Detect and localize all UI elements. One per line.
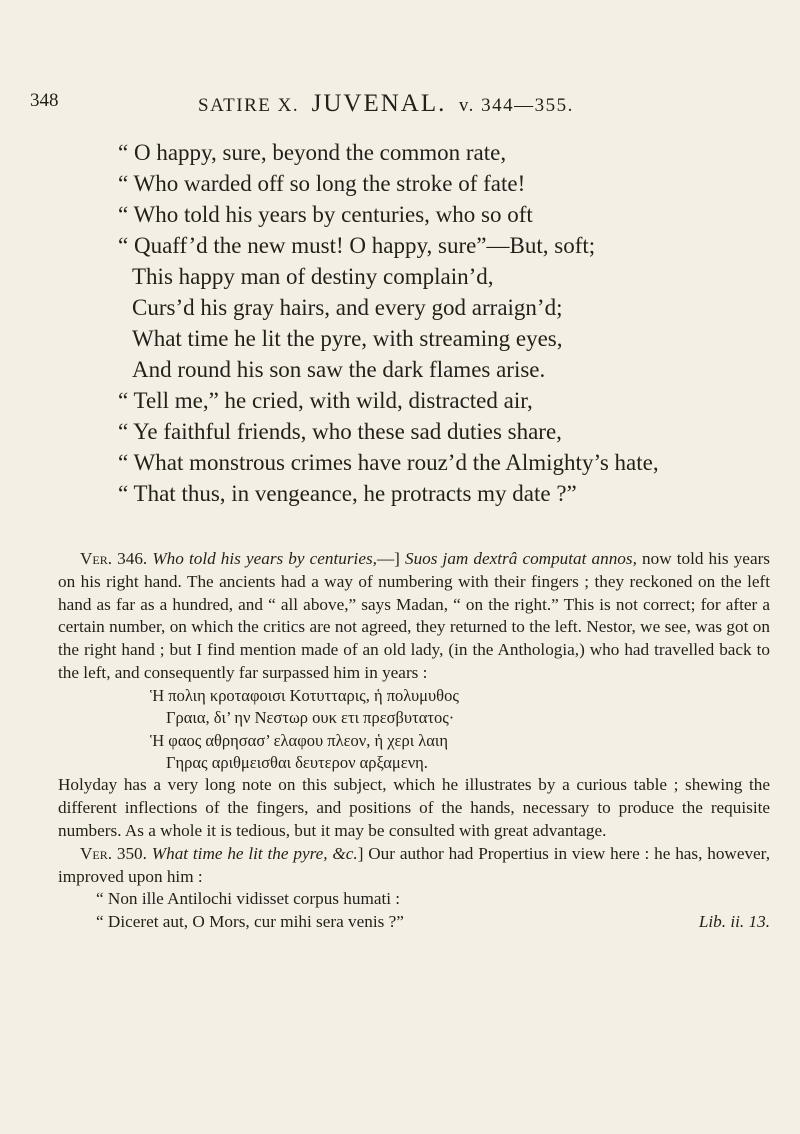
poem-line: “ Who warded off so long the stroke of fate! (118, 171, 526, 196)
page-number: 348 (30, 90, 59, 111)
greek-line: Γηρας αριθμεισθαι δευτερον αρξαμενη. (166, 753, 428, 772)
running-header (0, 90, 800, 120)
latin-quote (58, 888, 770, 934)
note-lemma: Who told his years by centuries, (152, 549, 377, 568)
latin-line: “ Non ille Antilochi vidisset corpus humati : (96, 889, 401, 909)
note-346 (58, 548, 770, 685)
header-title (198, 90, 574, 118)
header-author: JUVENAL. (311, 90, 447, 117)
greek-epigram (58, 685, 770, 775)
latin-line-text: “ Diceret aut, O Mors, cur mihi sera venis ?” (96, 912, 404, 932)
latin-source: Lib. ii. 13. (698, 912, 770, 932)
poem-line: “ O happy, sure, beyond the common rate, (118, 140, 507, 165)
note-bracket: —] (376, 549, 400, 568)
poem-line: “ That thus, in vengeance, he protracts my date ?” (118, 481, 577, 506)
header-satire: SATIRE X. (198, 95, 300, 116)
poem-line: “ Who told his years by centuries, who so oft (118, 202, 533, 227)
holyday-paragraph: Holyday has a very long note on this subject, which he illustrates by a curious table ; shewing the different inflections of the fingers, and positions of the hands, necessary to produce the requisite numbers. As a whole it is tedious, but it may be consulted with great advantage. (58, 775, 770, 840)
note-lemma: What time he lit the pyre, &c. (151, 843, 358, 863)
poem-line: “ What monstrous crimes have rouz’d the Almighty’s hate, (118, 450, 659, 475)
poem-line: And round his son saw the dark flames arise. (132, 357, 546, 382)
poem-line: “ Quaff’d the new must! O happy, sure”—But, soft; (118, 233, 596, 258)
greek-line: Γραια, δι’ ην Νεστωρ ουκ ετι πρεσβυτατος· (166, 708, 455, 728)
poem-line: Curs’d his gray hairs, and every god arraign’d; (132, 295, 563, 320)
note-350 (58, 843, 770, 889)
header-verses: v. 344—355. (458, 95, 574, 116)
poem-line: “ Ye faithful friends, who these sad duties share, (118, 419, 562, 444)
poem-line: What time he lit the pyre, with streaming eyes, (132, 326, 563, 351)
poem-line: This happy man of destiny complain’d, (132, 264, 494, 289)
greek-line: Ἡ φαος αθρησασ’ ελαφου πλεον, ἡ χερι λαιη (150, 730, 448, 750)
poem-line: “ Tell me,” he cried, with wild, distracted air, (118, 388, 533, 413)
note-bracket: ] (357, 843, 364, 863)
note-text: now told his years on his right hand. The ancients had a way of numbering with their fingers ; they reckoned on the left hand as far as a hundred, and “ all above,” says Madan, “ on the right.” This is not correct; for after a certain number, on which the critics are not agreed, they returned to the left. Nestor, we see, was got on the right hand ; but I find mention made of an old lady, (in the Anthologia,) who had travelled back to the left, and consequently far surpassed him in years : (58, 549, 770, 682)
note-latin: Suos jam dextrâ computat annos, (404, 549, 637, 568)
note-label: Ver. 350. (80, 843, 147, 863)
greek-line: Ἡ πολιη κροταφοισι Κοτυτταρις, ἡ πολυμυθος (150, 685, 459, 705)
footnotes (58, 548, 770, 934)
note-text: Our author had Propertius in view here : he has, however, improved upon him : (58, 843, 771, 886)
note-label: Ver. 346. (80, 549, 148, 568)
latin-line-last (58, 911, 770, 934)
